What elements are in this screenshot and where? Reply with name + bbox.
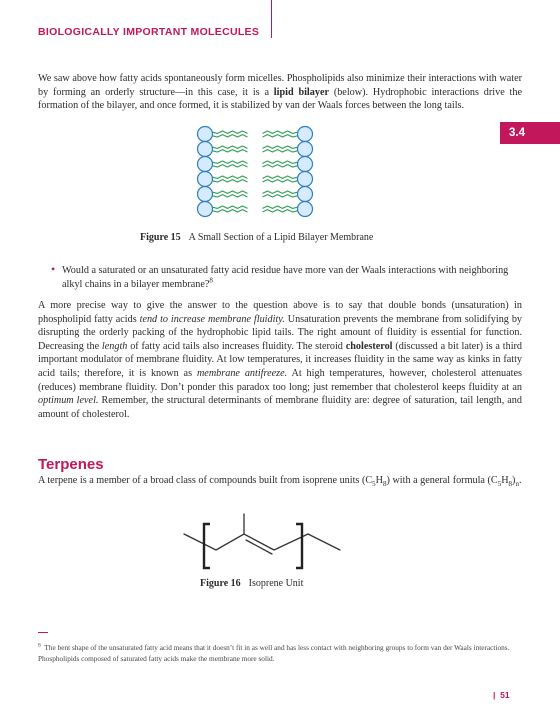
terpene-text: ) with a general formula (C xyxy=(386,475,498,486)
phospholipid-head-outer xyxy=(198,142,213,157)
figure-15-title: A Small Section of a Lipid Bilayer Membrane xyxy=(188,232,374,243)
terpene-text: H xyxy=(375,475,383,486)
fluidity-text: Remember, the structural determinants of membrane fluidity are: degree of saturation, tail length, and amount of cholesterol. xyxy=(38,395,522,420)
phospholipid-head-inner xyxy=(298,157,313,172)
fatty-acid-tail xyxy=(263,180,298,182)
terpene-text: A terpene is a member of a broad class of compounds built from isoprene units (C xyxy=(38,475,373,486)
lipid-bilayer-figure xyxy=(185,124,325,220)
intro-text-2: (below). Hydrophobic interactions drive the formation of the bilayer, and once formed, it is stabilized by van der Waals forces between the long tails. xyxy=(38,86,522,112)
fatty-acid-tail xyxy=(213,165,248,167)
subscript: 5 xyxy=(372,480,376,489)
phospholipid-head-outer xyxy=(198,172,213,187)
fatty-acid-tail xyxy=(263,150,298,152)
emphasis-antifreeze: membrane antifreeze. xyxy=(196,367,288,379)
phospholipid-head-inner xyxy=(298,127,313,142)
bilayer-molecules xyxy=(198,127,313,217)
subscript: 8 xyxy=(383,480,387,489)
fluidity-paragraph xyxy=(38,299,522,421)
fatty-acid-tail xyxy=(263,206,298,208)
fatty-acid-tail xyxy=(213,191,248,193)
phospholipid-head-outer xyxy=(198,187,213,202)
emphasis-fluidity: tend to increase membrane fluidity. xyxy=(139,313,285,325)
fatty-acid-tail xyxy=(213,195,248,197)
footnote-ref[interactable]: 8 xyxy=(209,276,213,285)
fatty-acid-tail xyxy=(213,131,248,133)
term-cholesterol: cholesterol xyxy=(345,340,393,352)
phospholipid-head-outer xyxy=(198,202,213,217)
fluidity-text: Unsaturation prevents the membrane from solidifying by disrupting the orderly packing of the hydrophobic lipid tails. The right amount of fluidity is essential for function. Decreasing the xyxy=(38,313,523,352)
fatty-acid-tail xyxy=(213,150,248,152)
running-header: BIOLOGICALLY IMPORTANT MOLECULES xyxy=(38,26,260,38)
page-number: | 51 xyxy=(493,690,510,700)
figure-16-caption xyxy=(200,578,303,589)
terpenes-paragraph xyxy=(38,474,522,488)
isoprene-skeleton xyxy=(184,514,340,554)
fluidity-text: At high temperatures, however, cholesterol attenuates (reduces) membrane fluidity. Don’t ponder this paradox too long; just remember that cholesterol keeps fluidity at an xyxy=(38,367,522,393)
emphasis-optimum: optimum level. xyxy=(38,395,99,407)
bullet-dot-icon: • xyxy=(51,262,56,276)
phospholipid-head-inner xyxy=(298,187,313,202)
subscript: n xyxy=(515,480,519,489)
fluidity-text: A more precise way to give the answer to the question above is to say that double bonds (unsaturation) in phospholipid fatty acids xyxy=(38,300,522,325)
subscript: 8 xyxy=(508,480,513,489)
phospholipid-head-inner xyxy=(298,172,313,187)
terpene-text: . xyxy=(518,475,522,486)
fatty-acid-tail xyxy=(263,195,298,197)
subscript: 5 xyxy=(497,480,502,489)
intro-text-1: We saw above how fatty acids spontaneously form micelles. Phospholipids also minimize their interactions with water by forming an orderly structure—in this case, it is a xyxy=(38,73,522,98)
section-tab: 3.4 xyxy=(500,122,560,144)
phospholipid-head-inner xyxy=(298,202,313,217)
footnote-rule xyxy=(38,632,48,633)
fatty-acid-tail xyxy=(263,210,298,212)
phospholipid-head-outer xyxy=(198,157,213,172)
fatty-acid-tail xyxy=(263,131,298,133)
fatty-acid-tail xyxy=(263,135,298,137)
header-divider xyxy=(271,0,272,38)
terpenes-heading: Terpenes xyxy=(38,456,104,473)
repeat-brackets xyxy=(204,524,302,568)
right-bracket xyxy=(296,524,302,568)
intro-paragraph xyxy=(38,72,522,113)
fatty-acid-tail xyxy=(263,176,298,178)
chain-end-bond xyxy=(308,534,340,550)
fatty-acid-tail xyxy=(263,146,298,148)
figure-16-label: Figure 16 xyxy=(200,578,241,589)
fatty-acid-tail xyxy=(263,165,298,167)
fatty-acid-tail xyxy=(213,210,248,212)
fluidity-text: (discussed a bit later) is a third important modulator of membrane fluidity. At low temperatures, it increases fluidity in the same way as kinks in fatty acid tails; therefore, it is known as xyxy=(38,340,523,379)
fluidity-text: of fatty acid tails also increases fluidity. The steroid xyxy=(127,340,346,352)
terpene-text: H xyxy=(501,475,509,486)
fatty-acid-tail xyxy=(213,146,248,148)
bullet-question xyxy=(62,264,512,291)
footnote xyxy=(38,642,522,664)
phospholipid-head-outer xyxy=(198,127,213,142)
figure-16-title: Isoprene Unit xyxy=(248,578,304,589)
fatty-acid-tail xyxy=(213,180,248,182)
figure-15-label: Figure 15 xyxy=(140,232,181,243)
figure-15-caption xyxy=(140,232,373,243)
carbon-chain xyxy=(184,534,308,550)
fatty-acid-tail xyxy=(213,161,248,163)
page-number-value: 51 xyxy=(500,690,510,700)
fatty-acid-tail xyxy=(213,135,248,137)
fatty-acid-tail xyxy=(213,176,248,178)
footnote-text: The bent shape of the unsaturated fatty acid means that it doesn’t fit in as well and has less contact with neighboring groups to form van der Waals interactions. Phospholipids composed of saturated fatty acids make the membrane more solid. xyxy=(38,643,510,663)
fatty-acid-tail xyxy=(263,161,298,163)
emphasis-length: length xyxy=(101,340,128,352)
terpene-text: ) xyxy=(512,475,516,486)
footnote-marker: 8 xyxy=(38,642,41,649)
fatty-acid-tail xyxy=(213,206,248,208)
phospholipid-head-inner xyxy=(298,142,313,157)
term-lipid-bilayer: lipid bilayer xyxy=(273,86,329,98)
isoprene-unit-figure xyxy=(180,512,350,574)
fatty-acid-tail xyxy=(263,191,298,193)
bullet-question-text: Would a saturated or an unsaturated fatty acid residue have more van der Waals interactions with neighboring alkyl chains in a bilayer membrane? xyxy=(62,265,509,290)
